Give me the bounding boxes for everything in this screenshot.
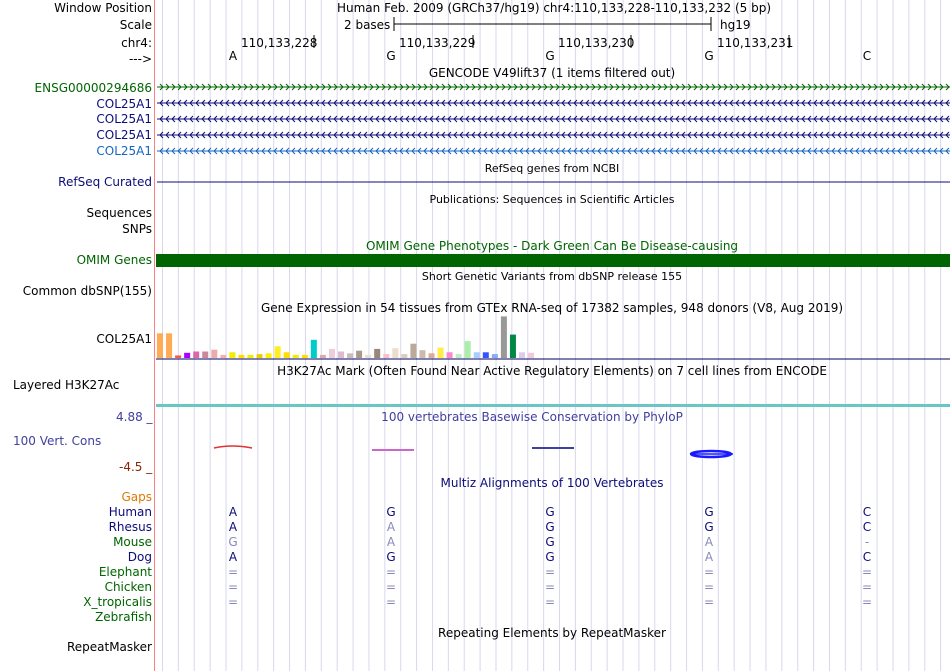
alignment-base: = <box>861 565 873 579</box>
alignment-base: A <box>704 535 714 549</box>
alignment-base: A <box>704 550 714 564</box>
dbsnp-track-label[interactable]: Common dbSNP(155) <box>22 284 152 298</box>
gtex-tissue-bar[interactable] <box>211 350 217 358</box>
sequences-track-label[interactable]: Sequences <box>86 206 152 220</box>
position-2: 110,133,229 <box>399 36 476 50</box>
chromosome-label: chr4: <box>121 36 152 50</box>
gtex-tissue-bar[interactable] <box>338 352 344 359</box>
reference-base-5: C <box>862 49 872 63</box>
multiz-gaps-label[interactable]: Gaps <box>121 490 152 504</box>
gtex-tissue-bar[interactable] <box>365 355 371 358</box>
gtex-tissue-bar[interactable] <box>519 352 525 358</box>
species-label-human[interactable]: Human <box>108 505 152 519</box>
gene-line[interactable] <box>157 132 950 138</box>
label-divider <box>154 0 155 671</box>
gtex-tissue-bar[interactable] <box>410 344 416 358</box>
gtex-tissue-bar[interactable] <box>257 354 263 358</box>
gtex-tissue-bar[interactable] <box>275 346 281 358</box>
alignment-base: = <box>544 595 556 609</box>
gtex-tissue-bar[interactable] <box>238 355 244 358</box>
gtex-tissue-bar[interactable] <box>510 335 516 358</box>
gene-line[interactable] <box>157 100 950 106</box>
alignment-base: = <box>861 580 873 594</box>
alignment-base: C <box>862 505 872 519</box>
alignment-base: - <box>864 535 870 549</box>
gtex-tissue-bar[interactable] <box>202 352 208 359</box>
gtex-tissue-bar[interactable] <box>302 355 308 358</box>
alignment-base: G <box>386 505 396 519</box>
alignment-base: G <box>386 550 396 564</box>
gtex-tissue-bar[interactable] <box>229 352 235 358</box>
omim-gene-bar[interactable] <box>156 254 950 267</box>
gtex-tissue-bar[interactable] <box>374 349 380 358</box>
phylop-track-label[interactable]: 100 Vert. Cons <box>13 434 102 448</box>
gtex-tissue-bar[interactable] <box>456 354 462 358</box>
alignment-base: A <box>386 520 396 534</box>
window-position-label: Window Position <box>54 1 152 15</box>
species-label-mouse[interactable]: Mouse <box>113 535 152 549</box>
alignment-base: A <box>228 550 238 564</box>
assembly-position-text: Human Feb. 2009 (GRCh37/hg19) chr4:110,133,228-110,133,232 (5 bp) <box>336 1 772 15</box>
species-label-elephant[interactable]: Elephant <box>98 565 152 579</box>
alignment-base: G <box>545 520 555 534</box>
gene-line[interactable] <box>157 148 950 154</box>
snps-track-label[interactable]: SNPs <box>122 222 152 236</box>
repeatmasker-track-label[interactable]: RepeatMasker <box>66 640 152 654</box>
gtex-tissue-bar[interactable] <box>157 333 163 358</box>
phylop-min-value: -4.5 _ <box>119 460 153 474</box>
alignment-base: G <box>545 505 555 519</box>
gtex-tissue-bar[interactable] <box>248 355 254 358</box>
phylop-mark-1 <box>214 446 252 448</box>
alignment-base: = <box>385 580 397 594</box>
refseq-track-label[interactable]: RefSeq Curated <box>58 175 152 189</box>
gtex-tissue-bar[interactable] <box>383 354 389 358</box>
refseq-track-title: RefSeq genes from NCBI <box>484 162 620 175</box>
gtex-tissue-bar[interactable] <box>293 355 299 358</box>
gtex-tissue-bar[interactable] <box>311 340 317 358</box>
species-label-dog[interactable]: Dog <box>127 550 152 564</box>
reference-base-3: G <box>545 49 555 63</box>
gtex-tissue-bar[interactable] <box>329 349 335 358</box>
multiz-track-title: Multiz Alignments of 100 Vertebrates <box>440 476 664 490</box>
alignment-base: = <box>227 565 239 579</box>
gtex-tissue-bar[interactable] <box>392 348 398 358</box>
h3k27ac-signal <box>156 404 950 407</box>
alignment-base: = <box>544 565 556 579</box>
position-4: 110,133,231 <box>717 36 794 50</box>
gtex-tissue-bar[interactable] <box>193 352 199 359</box>
gtex-tissue-bar[interactable] <box>220 355 226 358</box>
alignment-base: G <box>545 550 555 564</box>
gene-label-col25a1[interactable]: COL25A1 <box>96 112 152 126</box>
scale-label: Scale <box>119 18 152 32</box>
alignment-base: A <box>228 505 238 519</box>
alignment-base: = <box>544 580 556 594</box>
phylop-track-title: 100 vertebrates Basewise Conservation by PhyloP <box>381 410 683 424</box>
gene-label-col25a1[interactable]: COL25A1 <box>96 128 152 142</box>
gene-label-ensg00000294686[interactable]: ENSG00000294686 <box>34 81 152 95</box>
gtex-tissue-bar[interactable] <box>284 352 290 358</box>
species-label-rhesus[interactable]: Rhesus <box>108 520 152 534</box>
gene-line[interactable] <box>157 116 950 122</box>
gencode-track-title: GENCODE V49lift37 (1 items filtered out) <box>428 66 676 80</box>
gtex-tissue-bar[interactable] <box>347 353 353 358</box>
repeatmasker-track-title: Repeating Elements by RepeatMasker <box>438 626 666 640</box>
alignment-base: C <box>862 520 872 534</box>
omim-track-title: OMIM Gene Phenotypes - Dark Green Can Be Disease-causing <box>365 239 739 253</box>
gtex-tissue-bar[interactable] <box>438 348 444 358</box>
alignment-base: = <box>703 565 715 579</box>
scale-text: 2 bases <box>344 18 391 32</box>
gtex-tissue-bar[interactable] <box>184 353 190 358</box>
alignment-base: G <box>704 505 714 519</box>
gtex-tissue-bar[interactable] <box>528 353 534 358</box>
publications-track-title: Publications: Sequences in Scientific Articles <box>429 193 675 206</box>
species-label-zebrafish[interactable]: Zebrafish <box>95 610 152 624</box>
alignment-base: G <box>545 535 555 549</box>
h3k27ac-track-label[interactable]: Layered H3K27Ac <box>13 378 120 392</box>
gene-label-col25a1[interactable]: COL25A1 <box>96 144 152 158</box>
gtex-track-label[interactable]: COL25A1 <box>96 332 152 346</box>
omim-track-label[interactable]: OMIM Genes <box>76 253 152 267</box>
alignment-base: C <box>862 550 872 564</box>
gtex-expression-bars <box>157 316 534 358</box>
alignment-base: = <box>227 595 239 609</box>
gene-line[interactable] <box>157 84 950 90</box>
gtex-tissue-bar[interactable] <box>166 333 172 358</box>
alignment-base: = <box>703 595 715 609</box>
gtex-tissue-bar[interactable] <box>429 353 435 358</box>
assembly-short-label: hg19 <box>720 18 751 32</box>
gtex-tissue-bar[interactable] <box>266 353 272 358</box>
alignment-base: G <box>704 520 714 534</box>
gtex-tissue-bar[interactable] <box>483 352 489 358</box>
gtex-tissue-bar[interactable] <box>320 355 326 358</box>
gtex-tissue-bar[interactable] <box>419 350 425 358</box>
alignment-base: = <box>385 595 397 609</box>
gtex-tissue-bar[interactable] <box>447 352 453 358</box>
reference-base-4: G <box>704 49 714 63</box>
gtex-tissue-bar[interactable] <box>175 355 181 358</box>
alignment-base: = <box>385 565 397 579</box>
alignment-base: A <box>228 520 238 534</box>
reference-base-1: A <box>228 49 238 63</box>
species-label-x_tropicalis[interactable]: X_tropicalis <box>83 595 152 609</box>
reference-base-2: G <box>386 49 396 63</box>
gtex-tissue-bar[interactable] <box>501 316 507 358</box>
h3k27ac-track-title: H3K27Ac Mark (Often Found Near Active Regulatory Elements) on 7 cell lines from ENCODE <box>277 364 827 378</box>
strand-arrow-label[interactable]: ---> <box>128 52 152 66</box>
phylop-max-value: 4.88 _ <box>116 410 153 424</box>
alignment-base: A <box>386 535 396 549</box>
gtex-tissue-bar[interactable] <box>356 351 362 358</box>
gtex-tissue-bar[interactable] <box>474 352 480 358</box>
alignment-base: G <box>228 535 238 549</box>
position-1: 110,133,228 <box>241 36 318 50</box>
gtex-track-title: Gene Expression in 54 tissues from GTEx RNA-seq of 17382 samples, 948 donors (V8, Aug 2019) <box>260 301 844 315</box>
alignment-base: = <box>703 580 715 594</box>
gtex-tissue-bar[interactable] <box>401 354 407 358</box>
position-3: 110,133,230 <box>558 36 635 50</box>
gene-label-col25a1[interactable]: COL25A1 <box>96 97 152 111</box>
alignment-base: = <box>861 595 873 609</box>
gencode-gene-lines <box>157 84 950 154</box>
species-label-chicken[interactable]: Chicken <box>104 580 152 594</box>
gtex-tissue-bar[interactable] <box>465 341 471 358</box>
gtex-tissue-bar[interactable] <box>492 354 498 358</box>
alignment-base: = <box>227 580 239 594</box>
dbsnp-track-title: Short Genetic Variants from dbSNP release 155 <box>421 270 683 283</box>
